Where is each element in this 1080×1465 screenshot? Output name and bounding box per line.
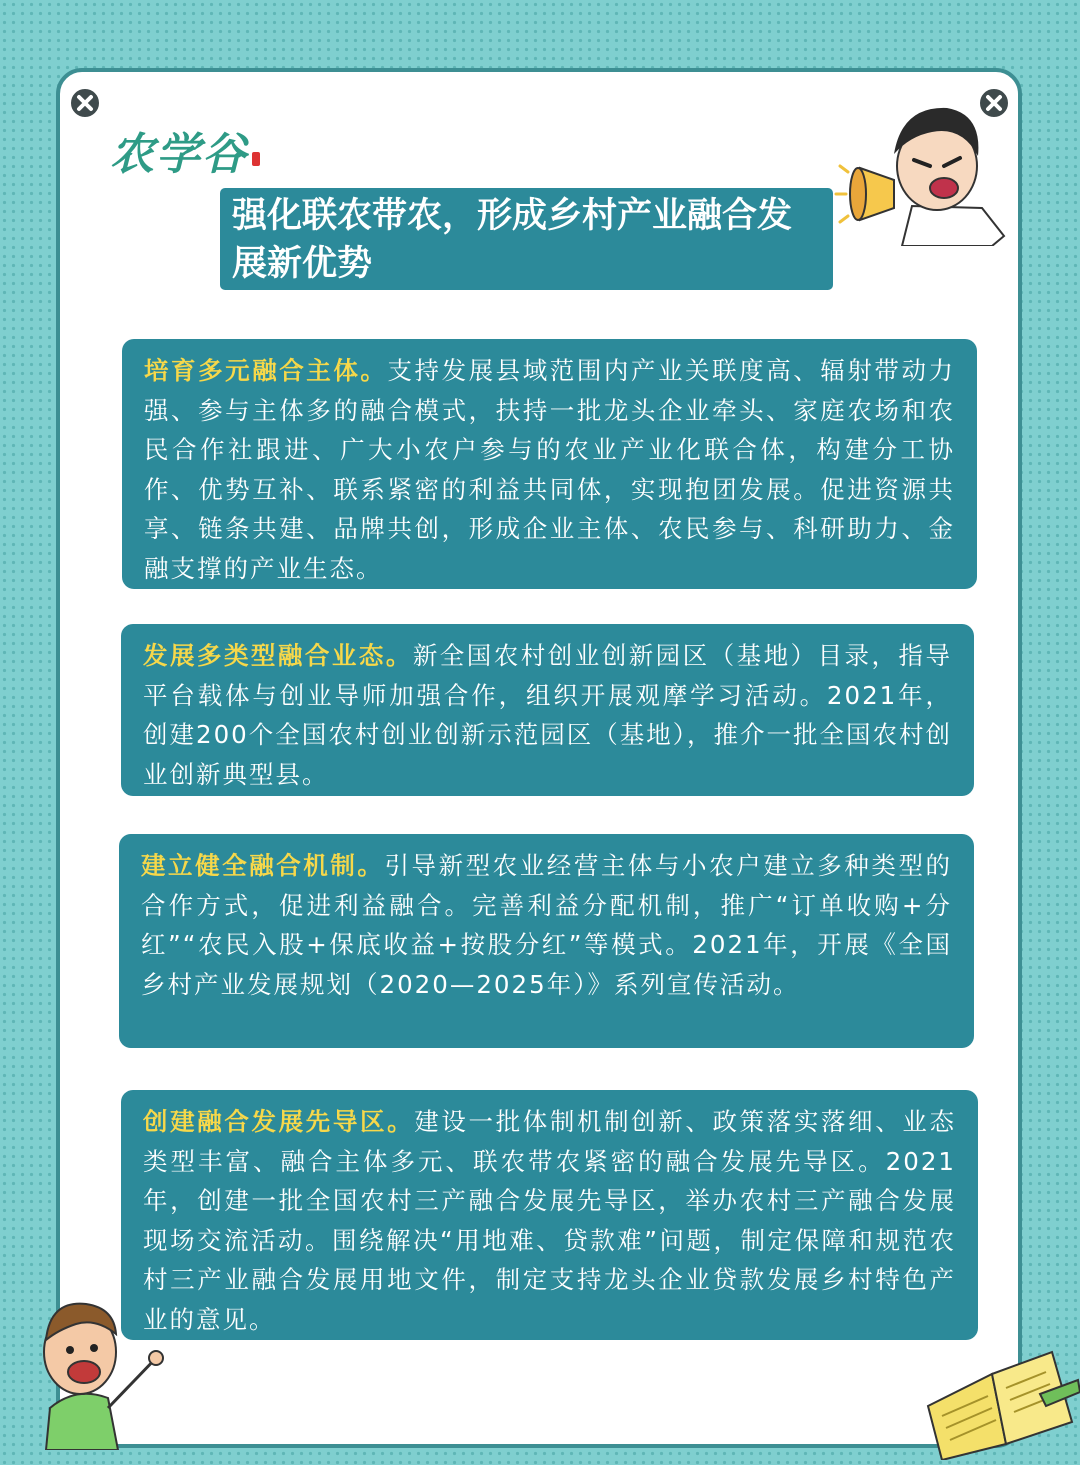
section-heading: 培育多元融合主体。 [144, 356, 388, 385]
title-line-1: 强化联农带农，形成乡村产业融合发 [232, 196, 793, 236]
section-establish-mechanism [119, 834, 974, 1048]
section-body: 支持发展县域范围内产业关联度高、辐射带动力强、参与主体多的融合模式，扶持一批龙头企业牵头、家庭农场和农民合作社跟进、广大小农户参与的农业产业化联合体，构建分工协作、优势互补、联系紧密的利益共同体，实现抱团发展。促进资源共享、链条共建、品牌共创，形成企业主体、农民参与、科研助力、金融支撑的产业生态。 [144, 356, 956, 583]
section-heading: 建立健全融合机制。 [141, 851, 385, 880]
section-cultivate-entities [122, 339, 977, 589]
section-heading: 发展多类型融合业态。 [143, 641, 413, 670]
logo-seal-icon [252, 152, 260, 166]
brand-logo: 农学谷 [110, 129, 248, 180]
title-line-2: 展新优势 [232, 244, 373, 284]
section-develop-formats [121, 624, 974, 796]
section-pilot-zones [121, 1090, 978, 1340]
section-body: 建设一批体制机制创新、政策落实落细、业态类型丰富、融合主体多元、联农带农紧密的融合发展先导区。2021年，创建一批全国农村三产融合发展先导区，举办农村三产融合发展现场交流活动。围绕解决“用地难、贷款难”问题，制定保障和规范农村三产业融合发展用地文件，制定支持龙头企业贷款发展乡村特色产业的意见。 [143, 1107, 957, 1334]
section-body: 引导新型农业经营主体与小农户建立多种类型的合作方式，促进利益融合。完善利益分配机制，推广“订单收购+分红”“农民入股+保底收益+按股分红”等模式。2021年，开展《全国乡村产业发展规划（2020—2025年）》系列宣传活动。 [141, 851, 953, 999]
section-heading: 创建融合发展先导区。 [143, 1107, 415, 1136]
megaphone-man-illustration [832, 96, 1012, 246]
close-icon[interactable] [68, 86, 102, 120]
page-title [220, 188, 833, 290]
open-book-illustration [922, 1344, 1080, 1460]
pointing-boy-illustration [36, 1290, 176, 1450]
section-body: 新全国农村创业创新园区（基地）目录，指导平台载体与创业导师加强合作，组织开展观摩学习活动。2021年，创建200个全国农村创业创新示范园区（基地），推介一批全国农村创业创新典型县。 [143, 641, 953, 789]
